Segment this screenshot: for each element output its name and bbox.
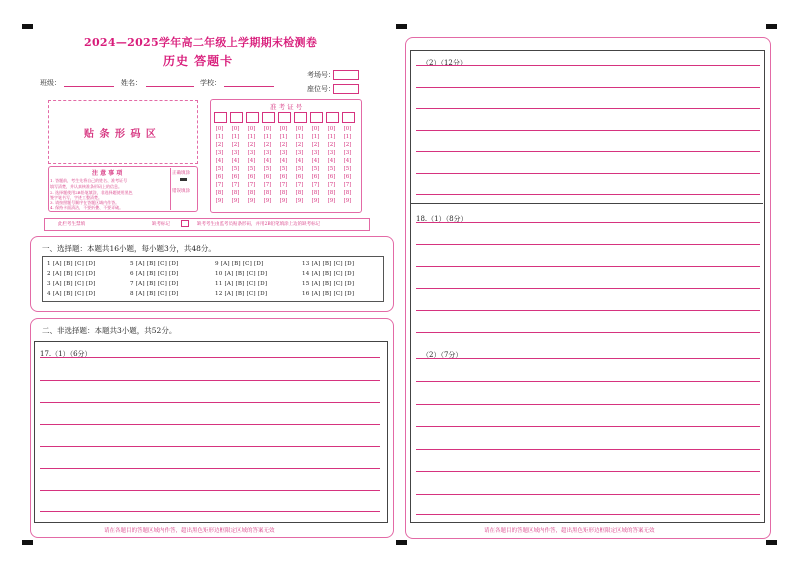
absent-checkbox[interactable] bbox=[181, 220, 189, 227]
exam-id-bubble[interactable]: [8] bbox=[279, 190, 288, 196]
notice-title: 注 意 事 项 bbox=[92, 170, 123, 177]
exam-id-bubble[interactable]: [2] bbox=[231, 142, 240, 148]
exam-id-bubble[interactable]: [1] bbox=[311, 134, 320, 140]
exam-id-bubble[interactable]: [5] bbox=[231, 166, 240, 172]
exam-id-bubble[interactable]: [6] bbox=[247, 174, 256, 180]
choice-question-14[interactable]: 14 [A] [B] [C] [D] bbox=[302, 271, 355, 277]
exam-id-bubble[interactable]: [9] bbox=[215, 198, 224, 204]
exam-id-bubble[interactable]: [5] bbox=[263, 166, 272, 172]
q17-1-label: 17.（1）（6分） bbox=[40, 350, 92, 358]
registration-mark bbox=[766, 24, 777, 29]
choice-question-2[interactable]: 2 [A] [B] [C] [D] bbox=[47, 271, 96, 277]
exam-id-digit-box[interactable] bbox=[262, 112, 275, 123]
exam-id-bubble[interactable]: [4] bbox=[231, 158, 240, 164]
choice-question-12[interactable]: 12 [A] [B] [C] [D] bbox=[215, 291, 268, 297]
answer-line[interactable] bbox=[416, 173, 760, 174]
exam-id-bubble[interactable]: [8] bbox=[311, 190, 320, 196]
answer-line[interactable] bbox=[416, 494, 760, 495]
exam-id-bubble[interactable]: [7] bbox=[215, 182, 224, 188]
exam-id-bubble[interactable]: [8] bbox=[343, 190, 352, 196]
answer-line[interactable] bbox=[40, 446, 380, 447]
exam-id-bubble[interactable]: [4] bbox=[295, 158, 304, 164]
exam-id-digit-box[interactable] bbox=[310, 112, 323, 123]
exam-id-bubble[interactable]: [4] bbox=[279, 158, 288, 164]
answer-line[interactable] bbox=[416, 194, 760, 195]
exam-id-bubble[interactable]: [3] bbox=[215, 150, 224, 156]
exam-id-bubble[interactable]: [3] bbox=[327, 150, 336, 156]
exam-id-bubble[interactable]: [7] bbox=[263, 182, 272, 188]
registration-mark bbox=[22, 540, 33, 545]
exam-id-bubble[interactable]: [3] bbox=[263, 150, 272, 156]
exam-id-bubble[interactable]: [1] bbox=[263, 134, 272, 140]
exam-id-bubble[interactable]: [6] bbox=[263, 174, 272, 180]
class-label: 班级： bbox=[40, 79, 61, 87]
choice-question-11[interactable]: 11 [A] [B] [C] [D] bbox=[215, 281, 268, 287]
exam-id-bubble[interactable]: [7] bbox=[327, 182, 336, 188]
footer-warning-right: 请在各题目的答题区域内作答，超出黑色矩形边框限定区域的答案无效 bbox=[484, 528, 655, 534]
exam-id-bubble[interactable]: [9] bbox=[279, 198, 288, 204]
exam-id-bubble[interactable]: [8] bbox=[247, 190, 256, 196]
answer-line[interactable] bbox=[416, 222, 760, 223]
exam-id-bubble[interactable]: [3] bbox=[311, 150, 320, 156]
exam-id-bubble[interactable]: [2] bbox=[215, 142, 224, 148]
exam-id-digit-box[interactable] bbox=[294, 112, 307, 123]
exam-id-bubble[interactable]: [5] bbox=[343, 166, 352, 172]
exam-id-bubble[interactable]: [1] bbox=[295, 134, 304, 140]
notice-line: 4. 保持卡面清洁，不要折叠、不要弄破。 bbox=[50, 205, 124, 210]
exam-id-bubble[interactable]: [2] bbox=[263, 142, 272, 148]
registration-mark bbox=[22, 24, 33, 29]
school-field[interactable] bbox=[224, 86, 274, 87]
exam-id-bubble[interactable]: [0] bbox=[295, 126, 304, 132]
fill-sample-label: 正确填涂 bbox=[172, 171, 190, 176]
exam-id-bubble[interactable]: [4] bbox=[263, 158, 272, 164]
answer-line[interactable] bbox=[416, 244, 760, 245]
exam-id-bubble[interactable]: [4] bbox=[311, 158, 320, 164]
exam-id-bubble[interactable]: [2] bbox=[311, 142, 320, 148]
answer-line[interactable] bbox=[416, 65, 760, 66]
exam-title: 2024—2025学年高二年级上学期期末检测卷 bbox=[84, 36, 318, 49]
exam-id-bubble[interactable]: [0] bbox=[231, 126, 240, 132]
exam-id-bubble[interactable]: [2] bbox=[279, 142, 288, 148]
answer-line[interactable] bbox=[416, 514, 760, 515]
answer-line[interactable] bbox=[40, 490, 380, 491]
exam-id-label: 准 考 证 号 bbox=[270, 103, 303, 111]
section1-title: 一、选择题：本题共16小题，每小题3分，共48分。 bbox=[42, 244, 216, 253]
answer-line[interactable] bbox=[40, 357, 380, 358]
exam-id-digit-box[interactable] bbox=[342, 112, 355, 123]
q17-2-label: （2）（12分） bbox=[422, 59, 467, 67]
exam-id-bubble[interactable]: [0] bbox=[327, 126, 336, 132]
exam-id-digit-box[interactable] bbox=[214, 112, 227, 123]
exam-id-bubble[interactable]: [3] bbox=[295, 150, 304, 156]
exam-id-bubble[interactable]: [6] bbox=[295, 174, 304, 180]
exam-id-bubble[interactable]: [6] bbox=[279, 174, 288, 180]
notice-line: 签字笔书写，字迹工整清楚。 bbox=[50, 195, 102, 200]
answer-line[interactable] bbox=[40, 468, 380, 469]
exam-id-digit-box[interactable] bbox=[246, 112, 259, 123]
answer-line[interactable] bbox=[416, 288, 760, 289]
exam-id-bubble[interactable]: [5] bbox=[247, 166, 256, 172]
exam-id-bubble[interactable]: [7] bbox=[311, 182, 320, 188]
exam-id-bubble[interactable]: [2] bbox=[327, 142, 336, 148]
answer-line[interactable] bbox=[416, 358, 760, 359]
answer-line[interactable] bbox=[416, 381, 760, 382]
class-field[interactable] bbox=[64, 86, 114, 87]
answer-line[interactable] bbox=[416, 87, 760, 88]
exam-id-bubble[interactable]: [0] bbox=[311, 126, 320, 132]
exam-id-bubble[interactable]: [5] bbox=[279, 166, 288, 172]
exam-id-bubble[interactable]: [6] bbox=[327, 174, 336, 180]
name-field[interactable] bbox=[146, 86, 194, 87]
choice-question-7[interactable]: 7 [A] [B] [C] [D] bbox=[130, 281, 179, 287]
answer-line[interactable] bbox=[40, 380, 380, 381]
exam-id-bubble[interactable]: [7] bbox=[247, 182, 256, 188]
exam-id-bubble[interactable]: [5] bbox=[327, 166, 336, 172]
name-label: 姓名： bbox=[121, 79, 142, 87]
exam-id-bubble[interactable]: [9] bbox=[343, 198, 352, 204]
choice-question-8[interactable]: 8 [A] [B] [C] [D] bbox=[130, 291, 179, 297]
notice-line: 1. 答题前，考生先将自己的姓名、准考证号 bbox=[50, 178, 128, 183]
exam-id-bubble[interactable]: [2] bbox=[295, 142, 304, 148]
answer-frame-17 bbox=[34, 341, 388, 523]
exam-id-bubble[interactable]: [8] bbox=[327, 190, 336, 196]
section2-title: 二、非选择题：本题共3小题，共52分。 bbox=[42, 326, 177, 335]
fill-sample-mark bbox=[180, 178, 187, 181]
answer-line[interactable] bbox=[416, 471, 760, 472]
exam-id-bubble[interactable]: [8] bbox=[215, 190, 224, 196]
notice-line: 3. 请按照题号顺序在答题区域内作答。 bbox=[50, 200, 120, 205]
exam-id-bubble[interactable]: [5] bbox=[295, 166, 304, 172]
exam-id-bubble[interactable]: [0] bbox=[343, 126, 352, 132]
choice-question-10[interactable]: 10 [A] [B] [C] [D] bbox=[215, 271, 268, 277]
answer-line[interactable] bbox=[416, 449, 760, 450]
absent-label: 缺考标记 bbox=[152, 222, 170, 227]
exam-id-bubble[interactable]: [3] bbox=[247, 150, 256, 156]
answer-line[interactable] bbox=[416, 151, 760, 152]
answer-frame-right bbox=[410, 50, 765, 523]
answer-line[interactable] bbox=[40, 424, 380, 425]
exam-id-digit-box[interactable] bbox=[278, 112, 291, 123]
choice-question-13[interactable]: 13 [A] [B] [C] [D] bbox=[302, 261, 355, 267]
choice-question-5[interactable]: 5 [A] [B] [C] [D] bbox=[130, 261, 179, 267]
barcode-label: 贴 条 形 码 区 bbox=[84, 129, 157, 140]
choice-question-16[interactable]: 16 [A] [B] [C] [D] bbox=[302, 291, 355, 297]
exam-id-bubble[interactable]: [1] bbox=[279, 134, 288, 140]
exam-id-bubble[interactable]: [4] bbox=[247, 158, 256, 164]
exam-id-bubble[interactable]: [6] bbox=[343, 174, 352, 180]
absent-note: 缺考考生由监考员贴条形码，并用2B铅笔填涂上边的缺考标记 bbox=[197, 222, 321, 227]
choice-question-1[interactable]: 1 [A] [B] [C] [D] bbox=[47, 261, 96, 267]
exam-id-bubble[interactable]: [9] bbox=[327, 198, 336, 204]
exam-id-bubble[interactable]: [1] bbox=[343, 134, 352, 140]
notice-line: 2. 选择题使用2B铅笔填涂，非选择题使用黑色 bbox=[50, 190, 133, 195]
subject-title: 历史 答题卡 bbox=[163, 54, 234, 68]
exam-id-bubble[interactable]: [3] bbox=[279, 150, 288, 156]
answer-line[interactable] bbox=[416, 426, 760, 427]
exam-id-digit-box[interactable] bbox=[326, 112, 339, 123]
answer-line[interactable] bbox=[416, 332, 760, 333]
seat-field[interactable] bbox=[333, 84, 359, 94]
exam-id-bubble[interactable]: [9] bbox=[247, 198, 256, 204]
choice-question-9[interactable]: 9 [A] [B] [C] [D] bbox=[215, 261, 264, 267]
answer-line[interactable] bbox=[416, 108, 760, 109]
exam-id-digit-box[interactable] bbox=[230, 112, 243, 123]
exam-id-bubble[interactable]: [6] bbox=[231, 174, 240, 180]
school-label: 学校： bbox=[200, 79, 221, 87]
notice-line: 填写清楚，并认真核准条形码上的信息。 bbox=[50, 184, 122, 189]
answer-line[interactable] bbox=[40, 402, 380, 403]
exam-id-bubble[interactable]: [0] bbox=[263, 126, 272, 132]
answer-line[interactable] bbox=[416, 310, 760, 311]
exam-id-bubble[interactable]: [4] bbox=[327, 158, 336, 164]
exam-id-bubble[interactable]: [0] bbox=[215, 126, 224, 132]
q18-1-label: 18.（1）（8分） bbox=[416, 215, 468, 223]
exam-id-bubble[interactable]: [8] bbox=[231, 190, 240, 196]
exam-id-bubble[interactable]: [9] bbox=[231, 198, 240, 204]
exam-id-bubble[interactable]: [8] bbox=[263, 190, 272, 196]
registration-mark bbox=[396, 24, 407, 29]
registration-mark bbox=[396, 540, 407, 545]
exam-id-bubble[interactable]: [1] bbox=[215, 134, 224, 140]
answer-line[interactable] bbox=[416, 130, 760, 131]
exam-id-bubble[interactable]: [0] bbox=[279, 126, 288, 132]
exam-id-bubble[interactable]: [8] bbox=[295, 190, 304, 196]
exam-id-bubble[interactable]: [2] bbox=[247, 142, 256, 148]
choice-question-4[interactable]: 4 [A] [B] [C] [D] bbox=[47, 291, 96, 297]
exam-id-bubble[interactable]: [9] bbox=[263, 198, 272, 204]
exam-id-bubble[interactable]: [7] bbox=[279, 182, 288, 188]
room-field[interactable] bbox=[333, 70, 359, 80]
exam-id-bubble[interactable]: [2] bbox=[343, 142, 352, 148]
exam-id-bubble[interactable]: [5] bbox=[215, 166, 224, 172]
choice-question-3[interactable]: 3 [A] [B] [C] [D] bbox=[47, 281, 96, 287]
answer-line[interactable] bbox=[416, 404, 760, 405]
exam-id-bubble[interactable]: [6] bbox=[215, 174, 224, 180]
exam-id-bubble[interactable]: [3] bbox=[343, 150, 352, 156]
exam-id-bubble[interactable]: [7] bbox=[295, 182, 304, 188]
exam-id-bubble[interactable]: [9] bbox=[311, 198, 320, 204]
exam-id-bubble[interactable]: [1] bbox=[327, 134, 336, 140]
exam-id-bubble[interactable]: [6] bbox=[311, 174, 320, 180]
exam-id-bubble[interactable]: [5] bbox=[311, 166, 320, 172]
exam-id-bubble[interactable]: [7] bbox=[231, 182, 240, 188]
exam-id-bubble[interactable]: [1] bbox=[231, 134, 240, 140]
seat-label: 座位号： bbox=[307, 85, 335, 93]
exam-id-bubble[interactable]: [3] bbox=[231, 150, 240, 156]
exam-id-bubble[interactable]: [4] bbox=[215, 158, 224, 164]
exam-id-bubble[interactable]: [1] bbox=[247, 134, 256, 140]
choice-question-15[interactable]: 15 [A] [B] [C] [D] bbox=[302, 281, 355, 287]
answer-line[interactable] bbox=[416, 266, 760, 267]
teacher-only-label: 此栏考生禁填 bbox=[58, 222, 85, 227]
exam-id-bubble[interactable]: [0] bbox=[247, 126, 256, 132]
exam-id-bubble[interactable]: [4] bbox=[343, 158, 352, 164]
answer-line[interactable] bbox=[40, 511, 380, 512]
choice-question-6[interactable]: 6 [A] [B] [C] [D] bbox=[130, 271, 179, 277]
exam-id-bubble[interactable]: [9] bbox=[295, 198, 304, 204]
q18-2-label: （2）（7分） bbox=[422, 351, 463, 359]
wrong-sample-label: 错误填涂 bbox=[172, 189, 190, 194]
footer-warning-left: 请在各题目的答题区域内作答，超出黑色矩形边框限定区域的答案无效 bbox=[104, 528, 275, 534]
registration-mark bbox=[766, 540, 777, 545]
exam-id-bubble[interactable]: [7] bbox=[343, 182, 352, 188]
answer-divider bbox=[410, 203, 763, 204]
room-label: 考场号： bbox=[307, 71, 335, 79]
